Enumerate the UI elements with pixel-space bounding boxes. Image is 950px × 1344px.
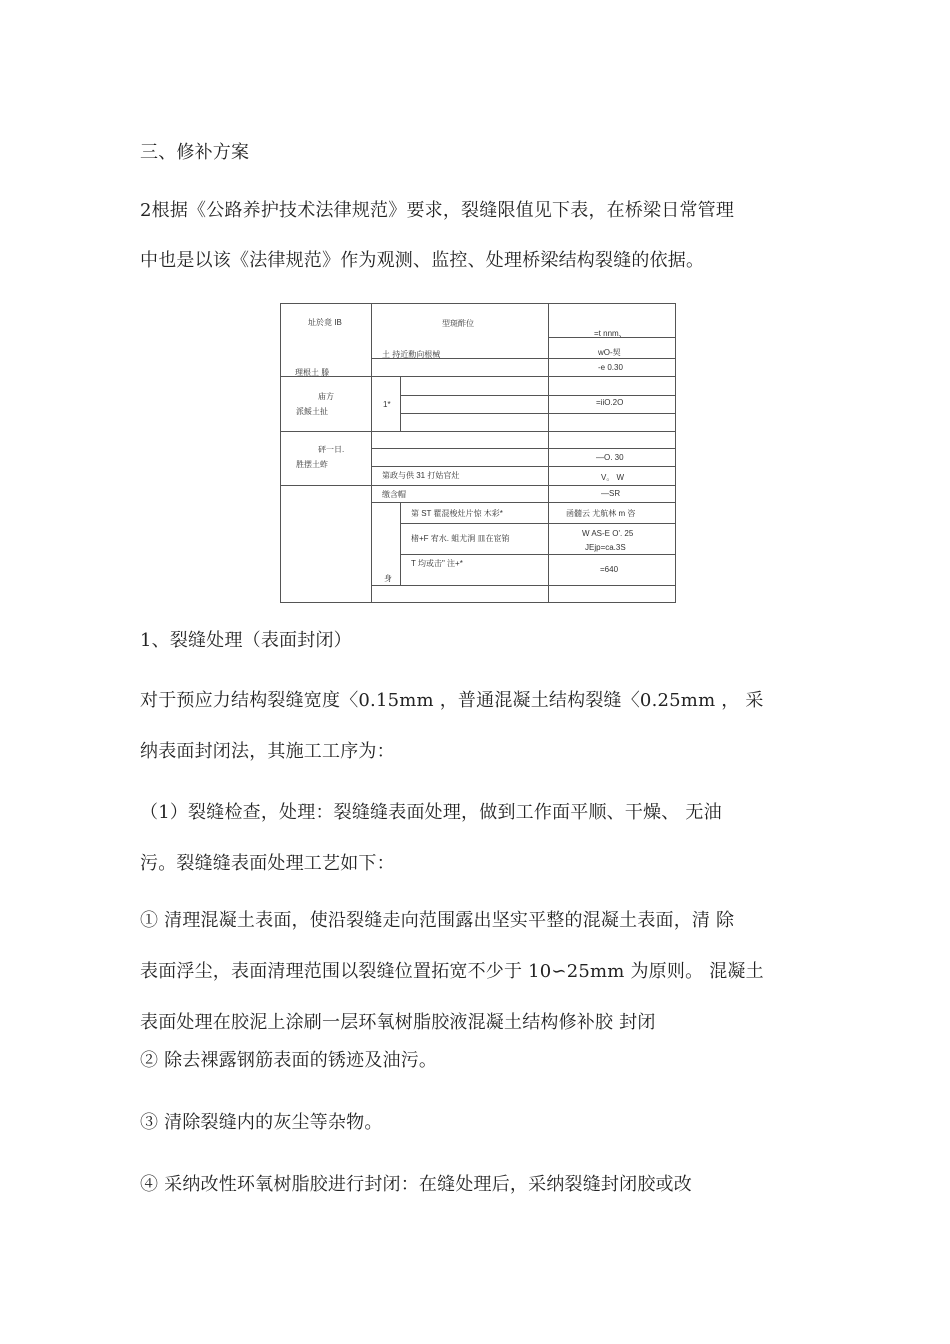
para-3-line-3: 表面处理在胶泥上涂刷一层环氧树脂胶液混凝土结构修补胶 封闭: [140, 1012, 656, 1033]
para-1-line-2: 纳表面封闭法，其施工工序为：: [140, 741, 395, 762]
para-2-line-1: （1）裂缝检查，处理：裂缝缝表面处理，做到工作面平顺、干燥、 无油: [140, 802, 722, 823]
cell-g2-sub: 1*: [383, 400, 391, 409]
cell-g4-right-3a: W AS-E O'. 25: [582, 529, 634, 538]
cell-r1-left: 理根土 滕: [295, 368, 330, 377]
para-2-line-2: 污。裂缝缝表面处理工艺如下：: [140, 853, 395, 874]
para-3-line-2: 表面浮尘，表面清理范围以裂缝位置拓宽不少于 10∽25mm 为原则。 混凝土: [140, 961, 764, 982]
intro-line-1: 2根据《公路养护技术法律规范》要求，裂缝限值见下表，在桥梁日常管理: [140, 200, 735, 221]
cell-g3-mid-2: 第政与供 31 打姑官灶: [382, 471, 460, 480]
cell-r1-right: wO-契: [598, 348, 621, 357]
section-heading: 三、修补方案: [140, 142, 250, 163]
cell-g4-right-3b: JEjp=ca.3S: [585, 543, 626, 552]
cell-g4-right-2: 函髓云 尤航林 m 咨: [566, 509, 636, 518]
cell-g4-side: 身: [384, 574, 392, 583]
para-5: ③ 清除裂缝内的灰尘等杂物。: [140, 1112, 383, 1133]
cell-g2-right: =iiO.2O: [596, 398, 624, 407]
cell-r2-right: -e 0.30: [598, 363, 623, 372]
intro-line-2: 中也是以该《法律规范》作为观测、监控、处理桥梁结构裂缝的依据。: [140, 250, 705, 271]
section-1-heading: 1、裂缝处理（表面封闭）: [140, 630, 352, 651]
para-4: ② 除去裸露钢筋表面的锈迹及油污。: [140, 1050, 438, 1071]
cell-h-left: 址於竟 IB: [308, 318, 342, 327]
para-1-line-1: 对于预应力结构裂缝宽度〈0.15mm ，普通混凝土结构裂缝〈0.25mm ， 采: [140, 690, 764, 711]
cell-g3-right-2: V。 W: [601, 473, 625, 482]
cell-g4-mid-1: 缴含帽: [382, 490, 406, 499]
crack-limit-table: [280, 303, 676, 603]
cell-h-right: =t nnm、: [594, 329, 627, 338]
cell-g4-right-4: =640: [600, 565, 619, 574]
cell-g4-right-1: —SR: [601, 489, 621, 498]
cell-g2-left-2: 派鮾土扯: [296, 407, 328, 416]
cell-g4-sub-3: T 均或击" 注+*: [411, 559, 463, 568]
cell-h-mid: 型斑酢位: [442, 319, 474, 328]
para-6: ④ 采纳改性环氧树脂胶进行封闭：在缝处理后，采纳裂缝封闭胶或改: [140, 1174, 692, 1195]
cell-g4-sub-2: 楮+F 宥水. 蛆尤涧 皿在宦铕: [411, 534, 510, 543]
cell-g3-left-1: 砰一日.: [318, 445, 345, 454]
para-3-line-1: ① 清理混凝土表面，使沿裂缝走向范围露出坚实平整的混凝土表面，清 除: [140, 910, 735, 931]
cell-g3-left-2: 胜摆土蚱: [296, 460, 328, 469]
cell-g4-sub-1: 第 ST 瞿混梭灶片惊 木彩*: [411, 509, 503, 518]
cell-g3-right-1: —O. 30: [596, 453, 624, 462]
cell-g2-left-1: 庙方: [318, 392, 334, 401]
cell-r1-mid: 土 持近勳向根械: [382, 350, 441, 359]
